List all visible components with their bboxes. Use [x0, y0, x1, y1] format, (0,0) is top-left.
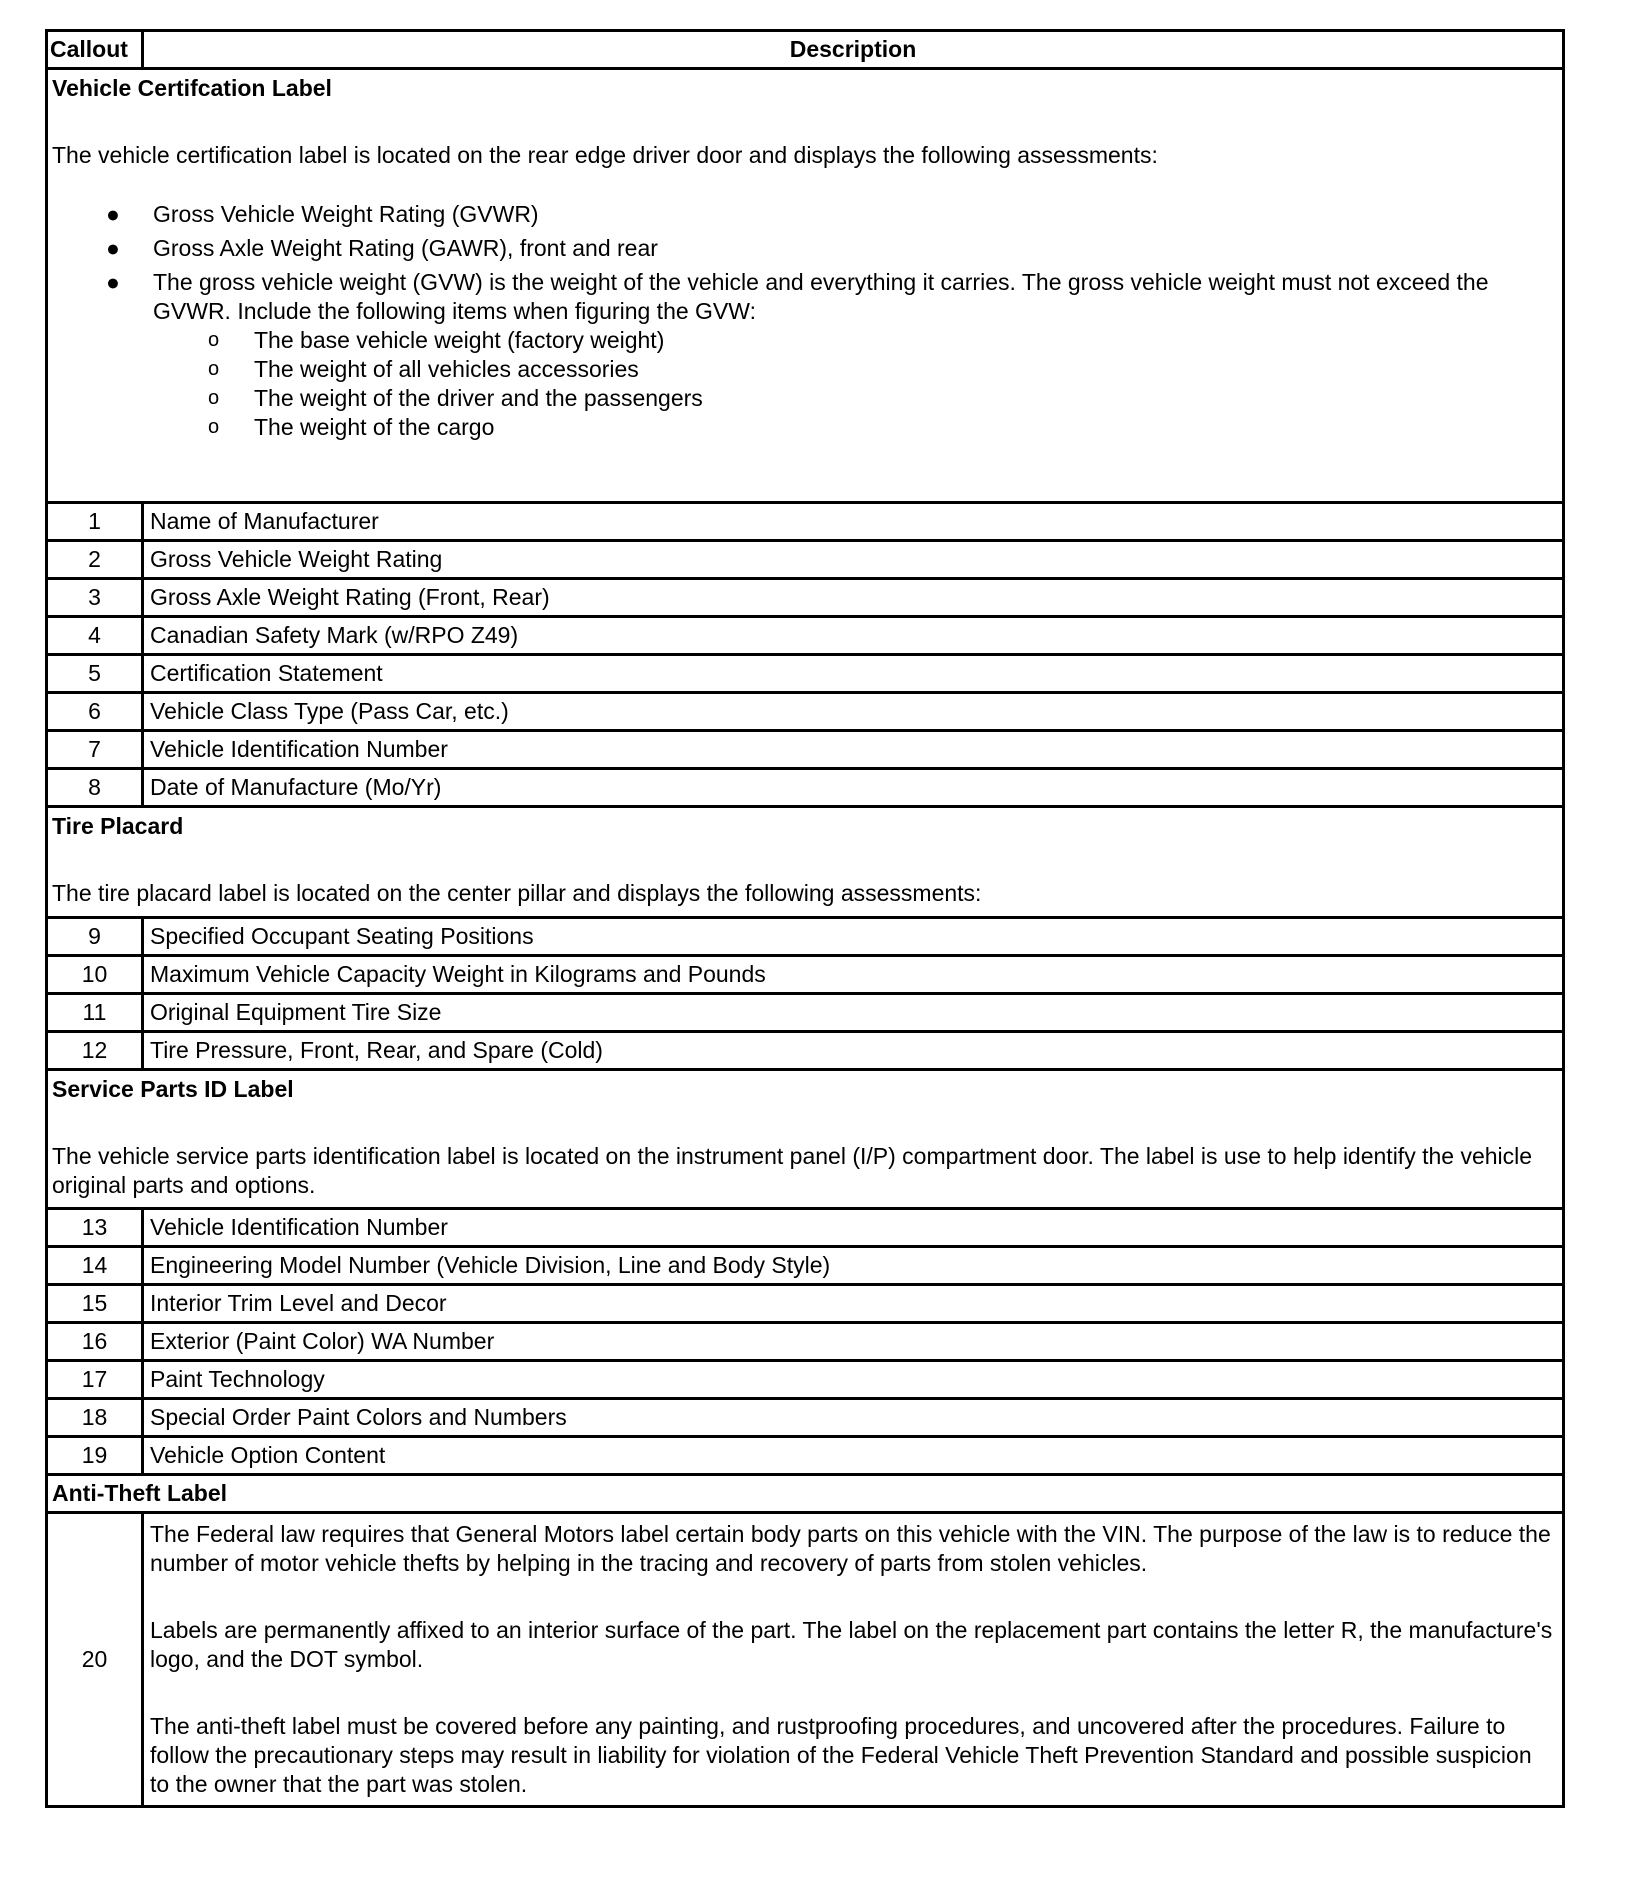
section-intro: The vehicle certification label is located on the rear edge driver door and displays the following assessments: [52, 142, 1158, 168]
bullet-icon: ● [106, 269, 120, 295]
callout-description: Specified Occupant Seating Positions [143, 918, 1564, 956]
list-item: ● Gross Vehicle Weight Rating (GVWR) [106, 201, 539, 227]
section-anti-theft [47, 1475, 1564, 1513]
callout-table-document [45, 29, 1565, 1870]
table-row [47, 731, 1564, 769]
header-row [47, 31, 1564, 69]
table-row [47, 655, 1564, 693]
table-row [47, 1399, 1564, 1437]
sub-list-item: o The base vehicle weight (factory weight) [208, 327, 665, 353]
section-intro: The vehicle service parts identification label is located on the instrument panel (I/P) compartment door. The label is use to help identify the vehicle original parts and options. [52, 1143, 1533, 1198]
callout-number: 12 [47, 1032, 143, 1070]
callout-description: Name of Manufacturer [143, 503, 1564, 541]
table-row [47, 503, 1564, 541]
circle-bullet-icon: o [208, 329, 220, 351]
list-item: ● Gross Axle Weight Rating (GAWR), front and rear [106, 235, 658, 261]
bullet-list [52, 200, 1558, 442]
callout-number: 5 [47, 655, 143, 693]
callout-number: 9 [47, 918, 143, 956]
paragraph: The anti-theft label must be covered before any painting, and rustproofing procedures, and uncovered after the procedures. Failure to follow the precautionary steps may result in liability for violation of the Federal Vehicle Theft Prevention Standard and possible suspicion to the owner that the part was stolen. [150, 1713, 1532, 1797]
callout-number: 10 [47, 956, 143, 994]
section-tire-placard [47, 807, 1564, 918]
bullet-icon: ● [106, 201, 120, 227]
circle-bullet-icon: o [208, 358, 220, 380]
callout-description: Original Equipment Tire Size [143, 994, 1564, 1032]
callout-description: Engineering Model Number (Vehicle Division, Line and Body Style) [143, 1247, 1564, 1285]
sub-list-item: o The weight of all vehicles accessories [208, 356, 639, 382]
callout-number: 2 [47, 541, 143, 579]
callout-description: Gross Axle Weight Rating (Front, Rear) [143, 579, 1564, 617]
section-intro: The tire placard label is located on the center pillar and displays the following assessments: [52, 880, 982, 906]
table-row [47, 1285, 1564, 1323]
callout-number: 17 [47, 1361, 143, 1399]
callout-number: 6 [47, 693, 143, 731]
table-row [47, 956, 1564, 994]
table-row [47, 1247, 1564, 1285]
callout-number: 16 [47, 1323, 143, 1361]
table-row [47, 1032, 1564, 1070]
callout-number: 14 [47, 1247, 143, 1285]
callout-number: 1 [47, 503, 143, 541]
table-row [47, 1513, 1564, 1807]
callout-description: Canadian Safety Mark (w/RPO Z49) [143, 617, 1564, 655]
paragraph: The Federal law requires that General Motors label certain body parts on this vehicle with the VIN. The purpose of the law is to reduce the number of motor vehicle thefts by helping in the tracing and recovery of parts from stolen vehicles. [150, 1521, 1551, 1576]
callout-description: Vehicle Class Type (Pass Car, etc.) [143, 693, 1564, 731]
callout-number: 8 [47, 769, 143, 807]
callout-number: 4 [47, 617, 143, 655]
table-row [47, 994, 1564, 1032]
sub-list-item: o The weight of the cargo [208, 414, 495, 440]
callout-description: Certification Statement [143, 655, 1564, 693]
sub-bullet-list [153, 326, 1558, 442]
section-title: Vehicle Certifcation Label [52, 75, 332, 101]
callout-number: 3 [47, 579, 143, 617]
circle-bullet-icon: o [208, 416, 220, 438]
callout-description: Vehicle Identification Number [143, 731, 1564, 769]
circle-bullet-icon: o [208, 387, 220, 409]
callout-number: 15 [47, 1285, 143, 1323]
paragraph: Labels are permanently affixed to an interior surface of the part. The label on the replacement part contains the letter R, the manufacture's logo, and the DOT symbol. [150, 1617, 1553, 1672]
bullet-icon: ● [106, 235, 120, 261]
table-row [47, 918, 1564, 956]
callout-description: Maximum Vehicle Capacity Weight in Kilograms and Pounds [143, 956, 1564, 994]
callout-number: 7 [47, 731, 143, 769]
table-row [47, 693, 1564, 731]
callout-description: Vehicle Identification Number [143, 1209, 1564, 1247]
callout-number: 18 [47, 1399, 143, 1437]
callout-table [45, 29, 1565, 1808]
section-title: Service Parts ID Label [52, 1076, 294, 1102]
callout-description: Exterior (Paint Color) WA Number [143, 1323, 1564, 1361]
table-row [47, 1361, 1564, 1399]
description-column-header: Description [143, 31, 1564, 69]
sub-list-item: o The weight of the driver and the passengers [208, 385, 703, 411]
section-title: Anti-Theft Label [47, 1475, 1564, 1513]
callout-number: 13 [47, 1209, 143, 1247]
table-row [47, 579, 1564, 617]
callout-column-header: Callout [47, 31, 143, 69]
callout-description: Vehicle Option Content [143, 1437, 1564, 1475]
list-item: ● The gross vehicle weight (GVW) is the weight of the vehicle and everything it carries. The gross vehicle weight must not exceed the GVWR. Include the following items when figuring the GVW: o The base vehicle weight (factory weight) o The weight of all vehicles accessories o The weight of the driver and the passengers o The weight of the cargo [52, 268, 1558, 442]
callout-description: Gross Vehicle Weight Rating [143, 541, 1564, 579]
callout-description: Interior Trim Level and Decor [143, 1285, 1564, 1323]
callout-number: 20 [47, 1513, 143, 1807]
table-row [47, 1209, 1564, 1247]
callout-description: Date of Manufacture (Mo/Yr) [143, 769, 1564, 807]
table-row [47, 1437, 1564, 1475]
section-vehicle-certification [47, 69, 1564, 503]
callout-description: Tire Pressure, Front, Rear, and Spare (Cold) [143, 1032, 1564, 1070]
callout-number: 11 [47, 994, 143, 1032]
table-row [47, 541, 1564, 579]
table-row [47, 1323, 1564, 1361]
section-title: Tire Placard [52, 813, 184, 839]
section-service-parts [47, 1070, 1564, 1209]
callout-description: Special Order Paint Colors and Numbers [143, 1399, 1564, 1437]
callout-description [143, 1513, 1564, 1807]
callout-description: Paint Technology [143, 1361, 1564, 1399]
table-row [47, 617, 1564, 655]
table-row [47, 769, 1564, 807]
callout-number: 19 [47, 1437, 143, 1475]
